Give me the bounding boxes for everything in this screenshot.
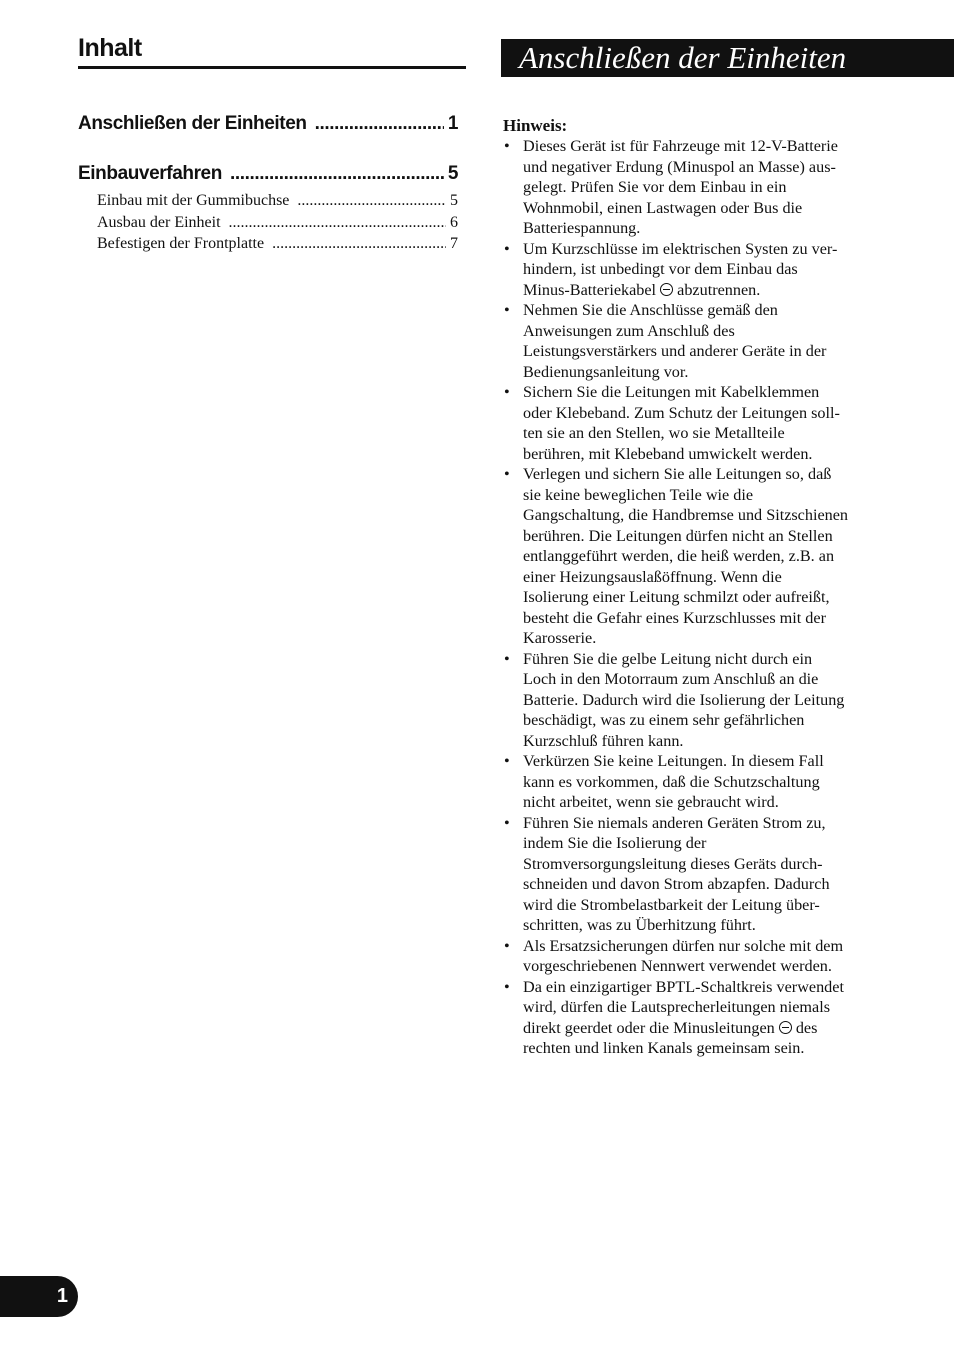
note-line: Leistungsverstärkers und anderer Geräte in der — [523, 342, 827, 360]
note-line: rechten und linken Kanals gemeinsam sein. — [523, 1039, 805, 1057]
note-line: Da ein einzigartiger BPTL-Schaltkreis verwendet — [523, 977, 844, 996]
bullet-icon: • — [504, 239, 510, 258]
note-line: Führen Sie die gelbe Leitung nicht durch ein — [523, 649, 813, 668]
note-line: vorgeschriebenen Nennwert verwendet werden. — [523, 957, 832, 975]
toc-subentry-frontplatte[interactable] — [97, 233, 458, 254]
note-line: Loch in den Motorraum zum Anschluß an die — [523, 670, 819, 688]
circled-minus-icon — [779, 1021, 792, 1034]
note-line: gelegt. Prüfen Sie vor dem Einbau in ein — [523, 178, 787, 196]
note-line: sie keine beweglichen Teile wie die — [523, 485, 754, 504]
toc-subentry-label: Einbau mit der Gummibuchse — [97, 192, 290, 209]
note-line: Bedienungsanleitung vor. — [523, 362, 689, 381]
note-heading: Hinweis: — [503, 116, 568, 135]
note-line: Anweisungen zum Anschluß des — [523, 321, 735, 340]
bullet-icon: • — [504, 649, 510, 668]
section-title-banner: Anschließen der Einheiten — [501, 39, 954, 77]
bullet-icon: • — [504, 301, 510, 319]
note-line: besteht die Gefahr eines Kurzschlusses mit der — [523, 608, 826, 627]
note-item — [503, 649, 893, 752]
toc-entry-page: 1 — [447, 113, 458, 134]
note-line: Wohnmobil, einen Lastwagen oder Bus die — [523, 198, 803, 217]
toc-subentry-page: 6 — [450, 214, 458, 231]
note-line: einer Heizungsauslaßöffnung. Wenn die — [523, 567, 782, 586]
note-line: Nehmen Sie die Anschlüsse gemäß den — [523, 301, 778, 319]
toc-subentry-gummibuchse[interactable] — [97, 190, 458, 211]
note-line: Als Ersatzsicherungen dürfen nur solche mit dem — [523, 936, 844, 955]
note-item — [503, 751, 893, 813]
note-line: kann es vorkommen, daß die Schutzschaltung — [523, 772, 820, 791]
bullet-icon: • — [504, 383, 510, 401]
bullet-icon: • — [504, 752, 510, 770]
note-line: Sichern Sie die Leitungen mit Kabelklemmen — [523, 383, 820, 401]
note-item — [503, 813, 893, 936]
note-item — [503, 464, 893, 649]
toc-dot-leader — [272, 233, 446, 254]
note-line: ten sie an den Stellen, wo sie Metallteile — [523, 424, 785, 442]
note-line: und negativer Erdung (Minuspol an Masse) aus- — [523, 157, 836, 176]
note-line: Batteriespannung. — [523, 219, 641, 237]
bullet-icon: • — [504, 977, 510, 996]
note-line: schneiden und davon Strom abzapfen. Dadurch — [523, 875, 830, 893]
note-line-with-minus-symbol — [523, 1018, 893, 1039]
bullet-icon: • — [504, 465, 510, 483]
note-line: nicht arbeitet, wenn sie gebraucht wird. — [523, 793, 779, 811]
note-line: beschädigt, was zu einem sehr gefährlichen — [523, 711, 805, 729]
note-line: Dieses Gerät ist für Fahrzeuge mit 12-V-Batterie — [523, 137, 838, 155]
bullet-icon: • — [504, 137, 510, 155]
toc-entry-label: Einbauverfahren — [78, 163, 222, 184]
note-text: abzutrennen. — [677, 280, 761, 299]
toc-entry-anschliessen[interactable] — [78, 112, 458, 136]
toc-subentry-page: 5 — [450, 192, 458, 209]
toc-entry-page: 5 — [447, 163, 458, 184]
toc-dot-leader — [229, 212, 446, 233]
note-item — [503, 136, 893, 239]
toc-title: Inhalt — [78, 32, 466, 69]
bullet-icon: • — [504, 936, 510, 955]
note-line: hindern, ist unbedingt vor dem Einbau das — [523, 260, 798, 278]
note-item — [503, 382, 893, 464]
note-text: direkt geerdet oder die Minusleitungen — [523, 1018, 775, 1037]
note-text: Minus-Batteriekabel — [523, 280, 657, 299]
circled-minus-icon — [660, 283, 673, 296]
toc-subentry-label: Befestigen der Frontplatte — [97, 235, 265, 252]
toc-subentry-label: Ausbau der Einheit — [97, 214, 221, 231]
note-item — [503, 977, 893, 1059]
toc-dot-leader — [230, 162, 444, 186]
note-item — [503, 239, 893, 301]
note-line: Isolierung einer Leitung schmilzt oder aufreißt, — [523, 588, 830, 606]
note-line: wird die Strombelastbarkeit der Leitung über- — [523, 895, 820, 914]
page-number-tab: 1 — [0, 1276, 78, 1317]
note-line-with-minus-symbol — [523, 280, 893, 301]
toc-subentry-ausbau[interactable] — [97, 212, 458, 233]
note-line: Gangschaltung, die Handbremse und Sitzschienen — [523, 506, 849, 524]
bullet-icon: • — [504, 813, 510, 832]
note-line: berühren. Die Leitungen dürfen nicht an Stellen — [523, 526, 833, 545]
toc-dot-leader — [315, 112, 444, 136]
toc-entry-label: Anschließen der Einheiten — [78, 113, 307, 134]
note-line: Kurzschluß führen kann. — [523, 731, 684, 750]
note-list — [503, 136, 893, 1059]
note-line: schritten, was zu Überhitzung führt. — [523, 916, 756, 934]
note-line: entlanggeführt werden, die heiß werden, z.B. an — [523, 547, 835, 565]
note-line: Verkürzen Sie keine Leitungen. In diesem Fall — [523, 752, 824, 770]
toc-subentry-page: 7 — [450, 235, 458, 252]
note-line: Verlegen und sichern Sie alle Leitungen so, daß — [523, 465, 832, 483]
note-line: indem Sie die Isolierung der — [523, 834, 707, 852]
toc-entry-einbauverfahren[interactable] — [78, 162, 458, 186]
note-line: Karosserie. — [523, 629, 597, 647]
note-item — [503, 936, 893, 977]
note-item — [503, 300, 893, 382]
note-line: berühren, mit Klebeband umwickelt werden. — [523, 444, 813, 463]
note-line: oder Klebeband. Zum Schutz der Leitungen soll- — [523, 403, 840, 422]
note-line: Führen Sie niemals anderen Geräten Strom zu, — [523, 813, 826, 832]
note-line: Batterie. Dadurch wird die Isolierung der Leitung — [523, 690, 845, 709]
note-line: Um Kurzschlüsse im elektrischen Systen zu ver- — [523, 239, 838, 258]
note-line: wird, dürfen die Lautsprecherleitungen niemals — [523, 998, 831, 1016]
note-line: Stromversorgungsleitung dieses Geräts durch- — [523, 854, 823, 873]
toc-dot-leader — [297, 190, 446, 211]
note-text: des — [795, 1018, 818, 1037]
